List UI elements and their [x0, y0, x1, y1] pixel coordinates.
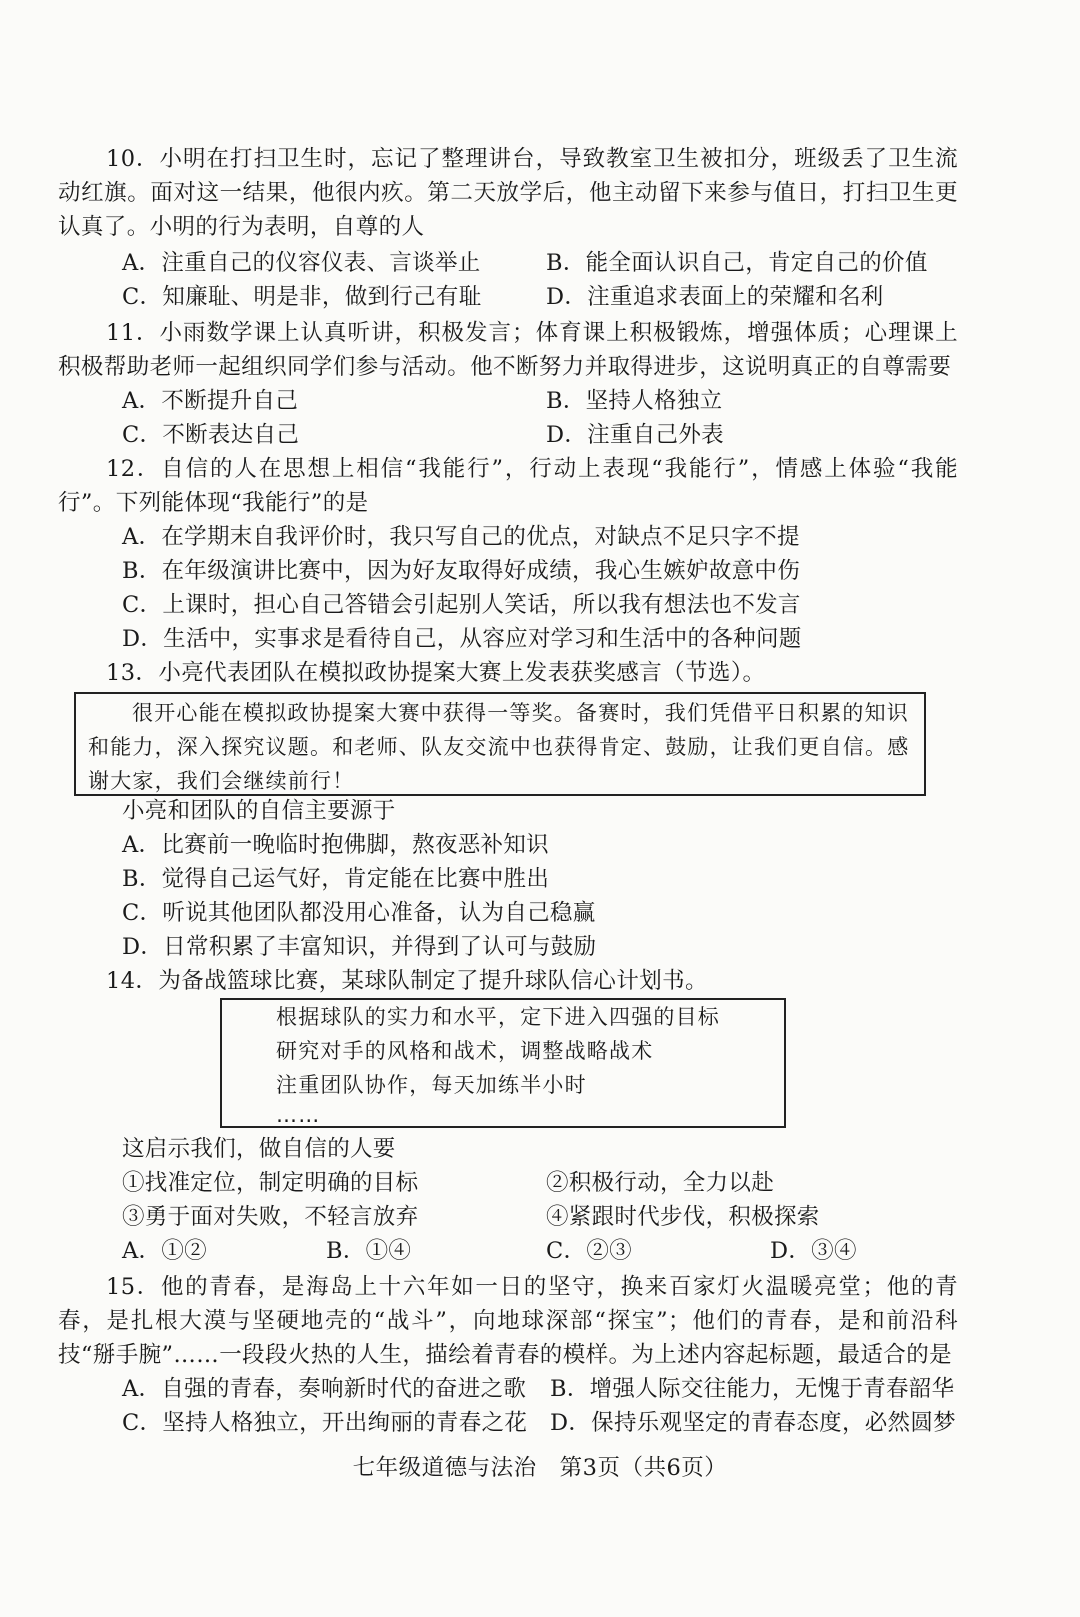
- q14-option-c: C．②③: [546, 1238, 632, 1264]
- q14-option-b: B．①④: [326, 1238, 412, 1264]
- q14-statement-2: ②积极行动，全力以赴: [546, 1170, 775, 1196]
- q14-plan-box: [220, 998, 786, 1128]
- q15-option-b: B．增强人际交往能力，无愧于青春韶华: [550, 1376, 955, 1402]
- q11-option-b: B．坚持人格独立: [546, 388, 723, 414]
- q14-statement-3: ③勇于面对失败，不轻言放弃: [122, 1204, 419, 1230]
- q10-option-b: B．能全面认识自己，肯定自己的价值: [546, 250, 928, 276]
- q13-question: 小亮和团队的自信主要源于: [122, 798, 396, 824]
- q12-option-b: B．在年级演讲比赛中，因为好友取得好成绩，我心生嫉妒故意中伤: [122, 558, 801, 584]
- q13-option-d: D．日常积累了丰富知识，并得到了认可与鼓励: [122, 934, 597, 960]
- q13-stem: 13．小亮代表团队在模拟政协提案大赛上发表获奖感言（节选）。: [106, 660, 766, 686]
- q13-option-b: B．觉得自己运气好，肯定能在比赛中胜出: [122, 866, 550, 892]
- q10-option-c: C．知廉耻、明是非，做到行己有耻: [122, 284, 482, 310]
- q14-option-a: A．①②: [122, 1238, 207, 1264]
- q15-option-c: C．坚持人格独立，开出绚丽的青春之花: [122, 1410, 528, 1436]
- q14-plan-line-4: ……: [276, 1103, 321, 1127]
- q15-stem: 15．他的青春，是海岛上十六年如一日的坚守，换来百家灯火温暖亮堂；他的青春，是扎根大漠与坚硬地壳的“战斗”，向地球深部“探宝”；他们的青春，是和前沿科技“掰手腕”……一段段火热的人生，描绘着青春的模样。为上述内容起标题，最适合的是: [58, 1274, 958, 1368]
- q10-option-a: A．注重自己的仪容仪表、言谈举止: [122, 250, 481, 276]
- q14-option-d: D．③④: [770, 1238, 857, 1264]
- q10-option-d: D．注重追求表面上的荣耀和名利: [546, 284, 884, 310]
- q14-question: 这启示我们，做自信的人要: [122, 1136, 396, 1162]
- q13-quote-box: [74, 692, 926, 796]
- q13-option-a: A．比赛前一晚临时抱佛脚，熬夜恶补知识: [122, 832, 549, 858]
- q14-stem: 14．为备战篮球比赛，某球队制定了提升球队信心计划书。: [106, 968, 708, 994]
- q11-option-c: C．不断表达自己: [122, 422, 300, 448]
- q12-option-c: C．上课时，担心自己答错会引起别人笑话，所以我有想法也不发言: [122, 592, 801, 618]
- q14-plan-line-3: 注重团队协作，每天加练半小时: [276, 1073, 587, 1097]
- page-footer: 七年级道德与法治 第3页（共6页）: [352, 1455, 728, 1481]
- q13-option-c: C．听说其他团队都没用心准备，认为自己稳赢: [122, 900, 596, 926]
- q11-stem: 11．小雨数学课上认真听讲，积极发言；体育课上积极锻炼，增强体质；心理课上积极帮助老师一起组织同学们参与活动。他不断努力并取得进步，这说明真正的自尊需要: [58, 320, 958, 380]
- q14-statement-4: ④紧跟时代步伐，积极探索: [546, 1204, 820, 1230]
- q12-option-d: D．生活中，实事求是看待自己，从容应对学习和生活中的各种问题: [122, 626, 802, 652]
- q13-quote-line-2: 和能力，深入探究议题。和老师、队友交流中也获得肯定、鼓励，让我们更自信。感: [88, 735, 910, 759]
- q11-option-d: D．注重自己外表: [546, 422, 724, 448]
- q14-plan-line-2: 研究对手的风格和战术，调整战略战术: [276, 1039, 654, 1063]
- q14-plan-line-1: 根据球队的实力和水平，定下进入四强的目标: [276, 1005, 720, 1029]
- q10-stem: 10．小明在打扫卫生时，忘记了整理讲台，导致教室卫生被扣分，班级丢了卫生流动红旗。面对这一结果，他很内疚。第二天放学后，他主动留下来参与值日，打扫卫生更认真了。小明的行为表明，自尊的人: [58, 146, 958, 240]
- q12-option-a: A．在学期末自我评价时，我只写自己的优点，对缺点不足只字不提: [122, 524, 800, 550]
- q12-stem: 12．自信的人在思想上相信“我能行”，行动上表现“我能行”，情感上体验“我能行”。下列能体现“我能行”的是: [58, 456, 958, 516]
- q13-quote-line-3: 谢大家，我们会继续前行！: [88, 769, 355, 793]
- q15-option-d: D．保持乐观坚定的青春态度，必然圆梦: [550, 1410, 956, 1436]
- q15-option-a: A．自强的青春，奏响新时代的奋进之歌: [122, 1376, 527, 1402]
- q13-quote-line-1: 很开心能在模拟政协提案大赛中获得一等奖。备赛时，我们凭借平日积累的知识: [132, 701, 909, 725]
- q14-statement-1: ①找准定位，制定明确的目标: [122, 1170, 419, 1196]
- q11-option-a: A．不断提升自己: [122, 388, 299, 414]
